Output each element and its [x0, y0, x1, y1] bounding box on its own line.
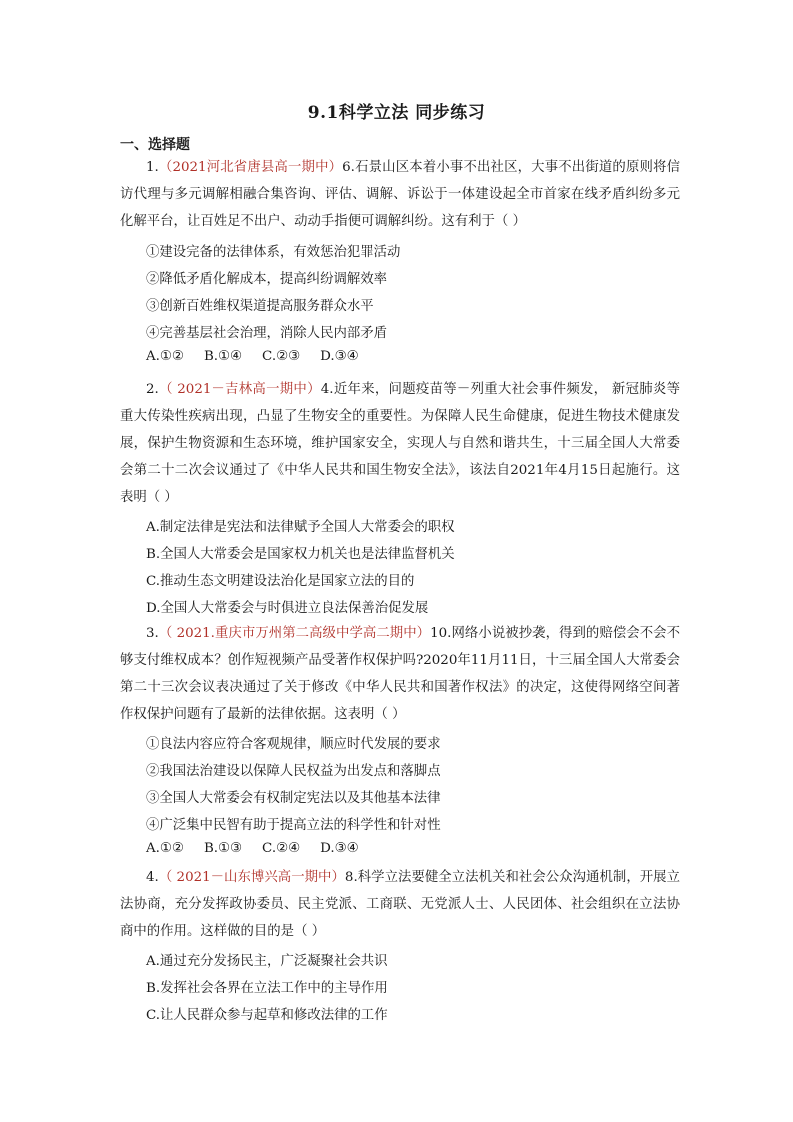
- question-source: （2021河北省唐县高一期中）: [158, 160, 343, 175]
- choice-option: C.让人民群众参与起草和修改法律的工作: [146, 1008, 388, 1023]
- statement-item: ①良法内容应符合客观规律，顺应时代发展的要求: [146, 737, 441, 752]
- choice-option: B.①④: [203, 349, 243, 364]
- page-title: 9.1科学立法 同步练习: [307, 103, 486, 123]
- statement-item: ④广泛集中民智有助于提高立法的科学性和针对性: [146, 818, 441, 833]
- statement-item: ④完善基层社会治理，消除人民内部矛盾: [146, 326, 388, 341]
- question-source: （ 2021－吉林高一期中）: [158, 382, 321, 397]
- question-number: 2.: [146, 382, 159, 397]
- question-source: （ 2021.重庆市万州第二高级中学高二期中）: [158, 626, 431, 641]
- statement-item: ②我国法治建设以保障人民权益为出发点和落脚点: [146, 764, 441, 779]
- choice-option: A.制定法律是宪法和法律赋予全国人大常委会的职权: [146, 520, 455, 535]
- question-source: （ 2021－山东博兴高一期中）: [158, 870, 345, 885]
- question-2: [120, 376, 680, 511]
- question-stem: 6.石景山区本着小事不出社区，大事不出街道的原则将信访代理与多元调解相融合集咨询、评估、调解、诉讼于一体建设起全市首家在线矛盾纠纷多元化解平台，让百姓足不出户、动动手指便可调解纠纷。这有利于（ ）: [120, 160, 680, 229]
- question-stem: 10.网络小说被抄袭，得到的赔偿会不会不够支付维权成本？创作短视频产品受著作权保护吗?2020年11月11日，十三届全国人大常委会第二十三次会议表决通过了关于修改《中华人民共和国著作权法》的决定，这使得网络空间著作权保护问题有了最新的法律依据。这表明（ ）: [120, 626, 681, 722]
- choice-option: C.推动生态文明建设法治化是国家立法的目的: [146, 574, 415, 589]
- statement-item: ①建设完备的法律体系，有效惩治犯罪活动: [146, 245, 401, 260]
- choice-option: C.②③: [262, 349, 301, 364]
- question-number: 4.: [146, 870, 159, 885]
- statement-item: ②降低矛盾化解成本，提高纠纷调解效率: [146, 272, 388, 287]
- statement-item: ③全国人大常委会有权制定宪法以及其他基本法律: [146, 791, 441, 806]
- choice-option: D.全国人大常委会与时俱进立良法保善治促发展: [146, 601, 429, 616]
- choice-option: C.②④: [262, 841, 301, 856]
- question-3: [120, 620, 680, 728]
- choice-option: D.③④: [320, 349, 359, 364]
- choice-option: A.①②: [146, 841, 184, 856]
- question-1: [120, 154, 680, 235]
- choice-option: A.通过充分发扬民主，广泛凝聚社会共识: [146, 954, 388, 969]
- question-number: 3.: [146, 626, 159, 641]
- choice-option: A.①②: [146, 349, 184, 364]
- choice-row: [146, 841, 379, 856]
- question-stem: 4.近年来，问题疫苗等－列重大社会事件频发， 新冠肺炎等重大传染性疾病出现，凸显了生物安全的重要性。为保障人民生命健康，促进生物技术健康发展，保护生物资源和生态环境，维护国家安全，实现人与自然和谐共生，十三届全国人大常委会第二十二次会议通过了《中华人民共和国生物安全法》，该法自2021年4月15日起施行。这表明（ ）: [120, 382, 680, 505]
- statement-item: ③创新百姓维权渠道提高服务群众水平: [146, 299, 374, 314]
- question-number: 1.: [146, 160, 159, 175]
- choice-row: [146, 349, 379, 364]
- question-stem: 8.科学立法要健全立法机关和社会公众沟通机制，开展立法协商，充分发挥政协委员、民主党派、工商联、无党派人士、人民团体、社会组织在立法协商中的作用。这样做的目的是（ ）: [120, 870, 680, 939]
- choice-option: D.③④: [320, 841, 359, 856]
- section-heading: 一、选择题: [120, 137, 190, 153]
- choice-option: B.发挥社会各界在立法工作中的主导作用: [146, 981, 388, 996]
- choice-option: B.①③: [203, 841, 243, 856]
- choice-option: B.全国人大常委会是国家权力机关也是法律监督机关: [146, 547, 455, 562]
- question-4: [120, 864, 680, 945]
